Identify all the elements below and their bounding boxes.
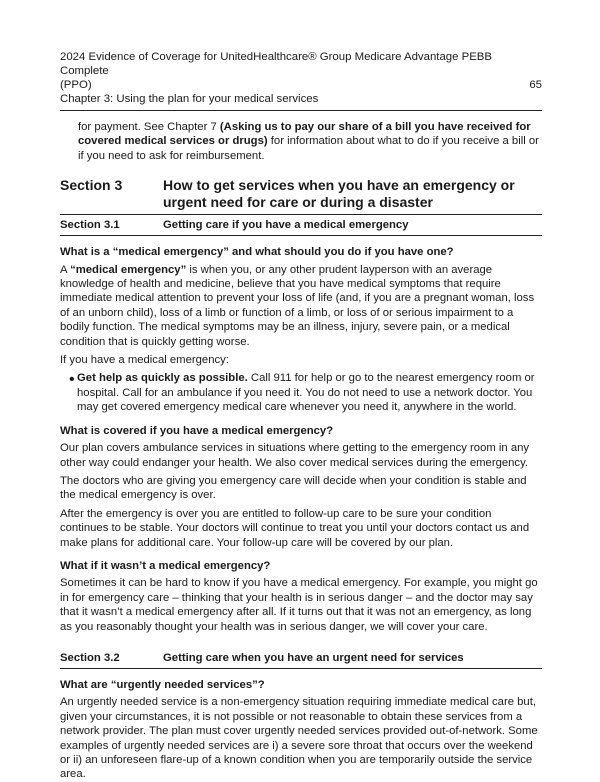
header-chapter: Chapter 3: Using the plan for your medical services (60, 93, 319, 105)
header-title-line1: 2024 Evidence of Coverage for UnitedHealthcare® Group Medicare Advantage PEBB Complete (60, 51, 492, 77)
section-3-heading (60, 177, 542, 215)
emergency-intro: If you have a medical emergency: (60, 354, 229, 367)
covered-paragraph-1: Our plan covers ambulance services in situations where getting to the emergency room in any other way could endanger your health. We also cover medical services during the emergency. (60, 442, 530, 469)
section-3-1-number: Section 3.1 (60, 219, 120, 232)
medical-emergency-definition: A “medical emergency” is when you, or any other prudent layperson with an average knowledge of health and medicine, believe that you have medical symptoms that require immediate medical attention to prevent your loss of life (and, if you are a pregnant woman, loss of an unborn child), loss of a limb or function of a limb, or loss of or serious impairment to a bodily function. The medical symptoms may be an illness, injury, severe pain, or a medical condition that is quickly getting worse. (60, 263, 535, 348)
bullet-icon: • (69, 371, 75, 389)
intro-paragraph: for payment. See Chapter 7 (Asking us to pay our share of a bill you have received for covered medical services or drugs) for information about what to do if you receive a bill or if you need to ask for reimbursement. (78, 121, 539, 162)
section-3-1-heading (60, 218, 542, 236)
section-3-1-title: Getting care if you have a medical emergency (163, 219, 409, 232)
document-page (60, 50, 542, 782)
covered-paragraph-2: The doctors who are giving you emergency care will decide when your condition is stable and the medical emergency is over. (60, 474, 527, 502)
chapter-7-reference: (Asking us to pay our share of a bill you have received for covered medical services or drugs) (78, 121, 531, 148)
section-3-number: Section 3 (60, 177, 123, 194)
header-title-line2: (PPO) (60, 79, 92, 91)
question-not-emergency: What if it wasn’t a medical emergency? (60, 559, 271, 572)
bullet-item: • Get help as quickly as possible. Call 911 for help or go to the nearest emergency room or hospital. Call for an ambulance if you need it. You do not need to use a network doctor. You may get covered emergency medical care whenever you need it, anywhere in the world. (69, 371, 535, 414)
section-3-title: How to get services when you have an emergency or urgent need for care or during a disaster (163, 177, 515, 211)
header-divider (60, 110, 542, 111)
section-3-2-heading (60, 651, 542, 669)
page-number: 65 (529, 79, 542, 91)
page-header (60, 50, 542, 106)
not-emergency-paragraph: Sometimes it can be hard to know if you have a medical emergency. For example, you might go in for emergency care – thinking that your health is in serious danger – and the doctor may say that it wasn’t a medical emergency after all. If it turns out that it was not an emergency, as long as you reasonably thought your health was in serious danger, we will cover your care. (60, 577, 538, 633)
urgent-services-paragraph: An urgently needed service is a non-emergency situation requiring immediate medical care but, given your circumstances, it is not possible or not reasonable to obtain these services from a network provider. The plan must cover urgently needed services provided out-of-network. Some examples of urgently needed services are i) a severe sore throat that occurs over the weekend or ii) an unforeseen flare-up of a known condition when you are temporarily outside the service area. (60, 696, 538, 781)
section-3-2-title: Getting care when you have an urgent need for services (163, 651, 464, 664)
question-urgent-services: What are “urgently needed services”? (60, 678, 265, 691)
question-what-is-covered: What is covered if you have a medical emergency? (60, 424, 334, 437)
question-medical-emergency: What is a “medical emergency” and what should you do if you have one? (60, 246, 454, 259)
section-3-2-number: Section 3.2 (60, 651, 120, 664)
covered-paragraph-3: After the emergency is over you are entitled to follow-up care to be sure your condition continues to be stable. Your doctors will continue to treat you until your doctors contact us and make plans for additional care. Your follow-up care will be covered by our plan. (60, 507, 530, 549)
